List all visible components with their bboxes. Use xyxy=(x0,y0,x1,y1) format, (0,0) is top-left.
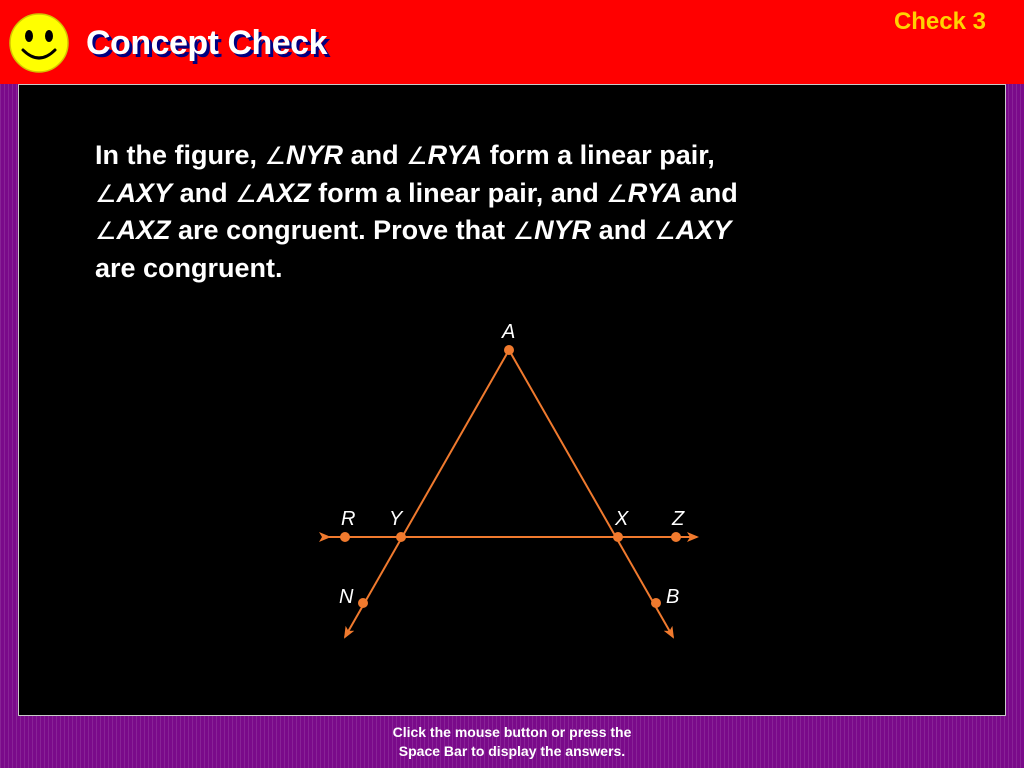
point-b xyxy=(651,598,661,608)
label-r: R xyxy=(341,508,356,530)
label-x: X xyxy=(615,508,629,530)
angle-name: AXZ xyxy=(116,215,171,245)
point-r xyxy=(340,532,350,542)
angle-symbol: ∠ xyxy=(606,179,628,208)
problem-text: In the figure, xyxy=(95,140,257,170)
point-y xyxy=(396,532,406,542)
problem-text: form a linear pair, and xyxy=(318,177,599,208)
point-z xyxy=(671,532,681,542)
instruction-line-2: Space Bar to display the answers. xyxy=(398,743,626,759)
smiley-icon xyxy=(8,12,70,74)
problem-text: and xyxy=(179,177,228,208)
angle-symbol: ∠ xyxy=(512,217,535,245)
angle-name: AXY xyxy=(116,177,173,208)
content-panel xyxy=(18,84,1006,716)
angle-symbol: ∠ xyxy=(95,179,117,208)
angle-name: AXZ xyxy=(256,177,311,208)
instruction-footer xyxy=(312,723,712,761)
angle-symbol: ∠ xyxy=(95,217,117,245)
problem-text: and xyxy=(350,140,399,170)
angle-name: RYA xyxy=(627,177,683,208)
line-axb xyxy=(509,350,673,637)
problem-text: form a linear pair, xyxy=(489,140,715,170)
label-y: Y xyxy=(389,508,403,530)
label-b: B xyxy=(666,586,680,608)
angle-name: AXY xyxy=(675,215,732,245)
point-n xyxy=(358,598,368,608)
problem-text: are congruent. xyxy=(95,252,283,283)
angle-name: RYA xyxy=(427,140,483,170)
angle-symbol: ∠ xyxy=(235,179,257,208)
label-a: A xyxy=(502,321,516,343)
geometry-figure xyxy=(289,313,749,653)
problem-text: and xyxy=(689,177,738,208)
angle-symbol: ∠ xyxy=(654,217,676,245)
angle-symbol: ∠ xyxy=(264,142,287,170)
line-ayn xyxy=(345,350,509,637)
problem-text: and xyxy=(598,215,647,245)
label-z: Z xyxy=(672,508,685,530)
point-x xyxy=(613,532,623,542)
page-title: Concept Check xyxy=(86,24,327,62)
check-number-label: Check 3 xyxy=(893,8,986,35)
title-bar xyxy=(0,0,1024,84)
angle-name: NYR xyxy=(286,140,344,170)
angle-symbol: ∠ xyxy=(406,142,428,170)
angle-name: NYR xyxy=(534,215,592,245)
instruction-line-1: Click the mouse button or press the xyxy=(392,724,632,740)
problem-text: are congruent. Prove that xyxy=(178,215,506,245)
point-a xyxy=(504,345,514,355)
problem-statement xyxy=(95,137,935,286)
label-n: N xyxy=(339,586,354,608)
